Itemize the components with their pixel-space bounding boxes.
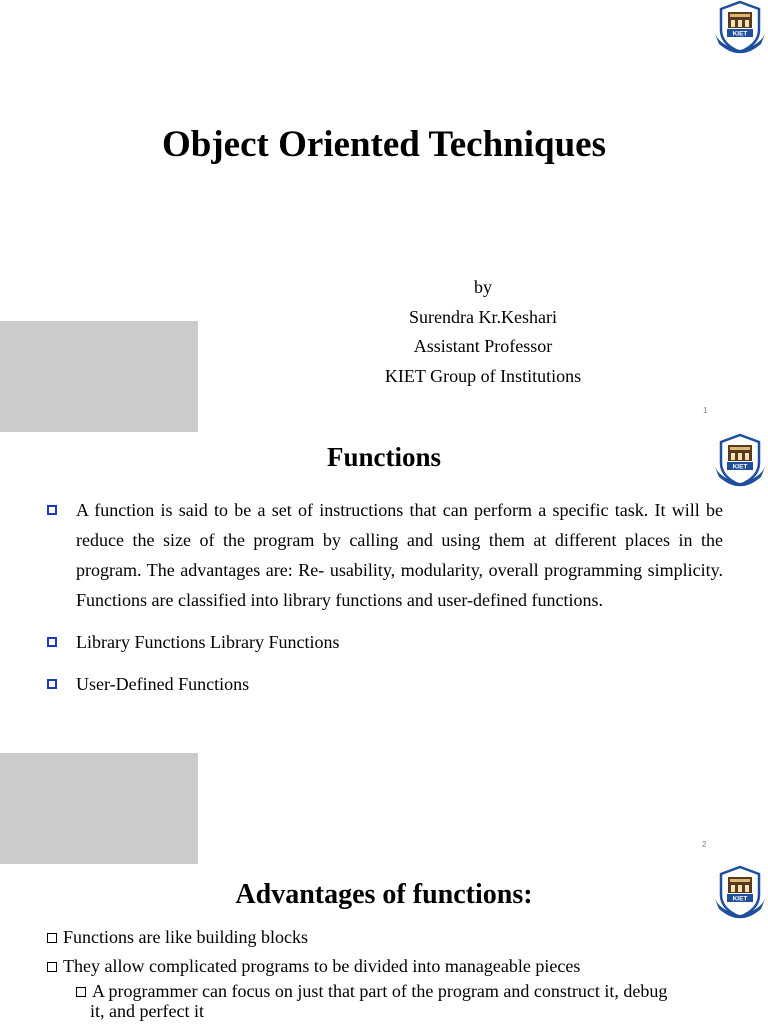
- list-item: [47, 952, 727, 981]
- kiet-logo-icon: [713, 0, 767, 54]
- list-item-text: They allow complicated programs to be divided into manageable pieces: [63, 956, 581, 976]
- slide-number: 1: [703, 406, 708, 415]
- list-item-text: User-Defined Functions: [76, 674, 250, 694]
- slide-3: [0, 865, 768, 1024]
- list-item: [47, 669, 723, 699]
- slide-1: [0, 0, 768, 432]
- list-item: [47, 495, 723, 615]
- author-line: Surendra Kr.Keshari: [409, 306, 557, 327]
- list-item-text-continued: it, and perfect it: [90, 1001, 204, 1021]
- author-line: Assistant Professor: [413, 336, 553, 356]
- checkbox-bullet-icon: [47, 962, 57, 972]
- author-line: KIET Group of Institutions: [384, 365, 582, 386]
- bullet-list: [47, 495, 723, 711]
- list-item-text: Library Functions Library Functions: [76, 632, 340, 652]
- list-item-text: Functions are like building blocks: [63, 927, 308, 947]
- checkbox-bullet-icon: [47, 637, 57, 647]
- list-item: [47, 923, 727, 952]
- slide-title: Advantages of functions:: [235, 879, 533, 910]
- sub-list-item: [47, 981, 727, 1021]
- checkbox-bullet-icon: [47, 679, 57, 689]
- list-item-text: A function is said to be a set of instructions that can perform a specific task. It will be reduce the size of the program by calling and using them at different places in the program. The advantages are: Re- usability, modularity, overall programming simplicity. Functions are classified into library functions and user-defined functions.: [76, 500, 723, 610]
- slide-number: 2: [702, 840, 707, 849]
- logo-text: KIET: [732, 895, 748, 903]
- checkbox-bullet-icon: [47, 933, 57, 943]
- author-block: [340, 273, 626, 391]
- logo-text: KIET: [732, 463, 748, 471]
- bullet-list: [47, 923, 727, 1021]
- logo-text: KIET: [732, 30, 748, 38]
- slide-title: Object Oriented Techniques: [161, 124, 607, 165]
- decorative-gray-block: [0, 321, 198, 432]
- slide-title: Functions: [326, 442, 442, 472]
- checkbox-bullet-icon: [47, 505, 57, 515]
- list-item: [47, 627, 723, 657]
- checkbox-bullet-icon: [76, 987, 86, 997]
- decorative-gray-block: [0, 753, 198, 864]
- author-line: by: [474, 277, 492, 297]
- list-item-text: A programmer can focus on just that part of the program and construct it, debug: [92, 981, 668, 1001]
- slide-2: [0, 432, 768, 865]
